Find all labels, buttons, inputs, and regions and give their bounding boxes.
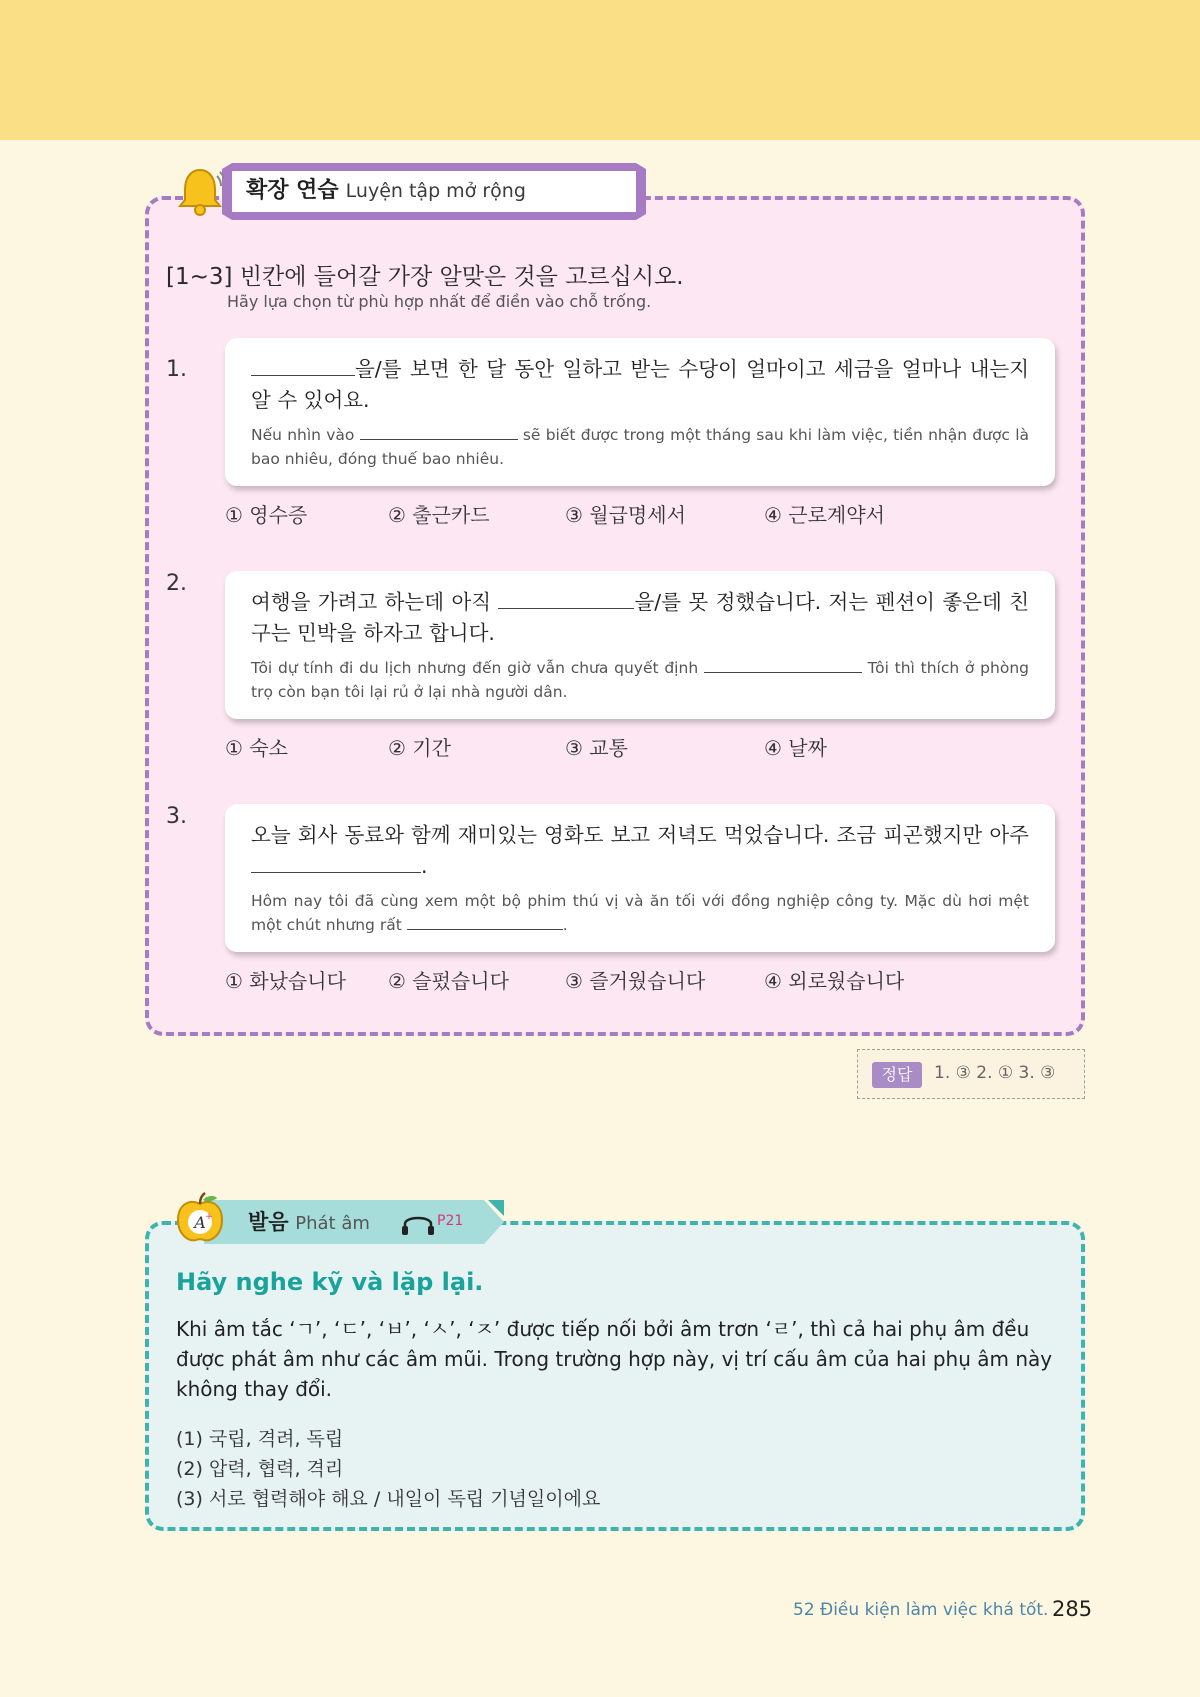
answer-blank [407,914,563,930]
question-card [225,338,1055,486]
answer-key-box [857,1049,1085,1099]
option[interactable]: ③ 월급명세서 [565,503,686,527]
answer-blank [360,424,518,440]
option[interactable]: ② 출근카드 [388,503,490,527]
option[interactable]: ② 슬펐습니다 [388,969,509,993]
answer-blank [704,657,862,673]
question-text-ko: 오늘 회사 동료와 함께 재미있는 영화도 보고 저녁도 먹었습니다. 조금 피곤했지만 아주 . [251,823,1029,878]
question-text-vi: Hôm nay tôi đã cùng xem một bộ phim thú vị và ăn tối với đồng nghiệp công ty. Mặc dù hơi mệt một chút nhưng rất . [251,892,1029,934]
svg-text:A: A [194,1213,206,1232]
option-list [225,499,1055,529]
question-text-vi: Nếu nhìn vào sẽ biết được trong một tháng sau khi làm việc, tiền nhận được là bao nhiêu, đóng thuế bao nhiêu. [251,426,1029,468]
question-card [225,571,1055,719]
headphone-icon[interactable] [401,1210,435,1236]
pronunciation-example: (3) 서로 협력해야 해요 / 내일이 독립 기념일이에요 [176,1488,601,1510]
answer-blank [251,853,421,873]
answer-blank [251,356,355,376]
answer-text: 1. ③ 2. ① 3. ③ [934,1063,1056,1083]
option[interactable]: ④ 근로계약서 [764,503,885,527]
option-list [225,732,1055,762]
instruction-ko: [1~3] 빈칸에 들어갈 가장 알맞은 것을 고르십시오. [166,264,684,290]
option[interactable]: ④ 외로웠습니다 [764,969,905,993]
question-number: 3. [166,804,187,829]
pronunciation-heading: Hãy nghe kỹ và lặp lại. [176,1268,484,1296]
section-title [246,174,526,208]
bell-icon [176,166,224,218]
pronunciation-title-ko: 발음 [248,1210,289,1234]
option[interactable]: ④ 날짜 [764,736,827,760]
pronunciation-title-vi: Phát âm [295,1213,370,1234]
question-card [225,804,1055,952]
question-text-vi: Tôi dự tính đi du lịch nhưng đến giờ vẫn chưa quyết định Tôi thì thích ở phòng trọ còn bạn tôi lại rủ ở lại nhà người dân. [251,659,1029,701]
option[interactable]: ① 영수증 [225,503,308,527]
svg-text:+: + [205,1212,213,1222]
option-list [225,965,1055,995]
question-number: 1. [166,357,187,382]
instruction-vi: Hãy lựa chọn từ phù hợp nhất để điền vào chỗ trống. [227,292,652,311]
page-number: 285 [1052,1597,1093,1621]
pronunciation-example: (1) 국립, 격려, 독립 [176,1428,344,1450]
option[interactable]: ③ 교통 [565,736,628,760]
answer-blank [498,589,634,609]
pronunciation-title [248,1207,370,1239]
pronunciation-description: Khi âm tắc ‘ㄱ’, ‘ㄷ’, ‘ㅂ’, ‘ㅅ’, ‘ㅈ’ được tiếp nối bởi âm trơn ‘ㄹ’, thì cả hai phụ âm đều được phát âm như các âm mũi. Trong trường hợp này, vị trí cấu âm của hai phụ âm này không thay đổi. [176,1317,1053,1401]
question-number: 2. [166,571,187,596]
apple-icon [174,1192,226,1244]
header-band [0,0,1200,140]
option[interactable]: ① 숙소 [225,736,288,760]
pronunciation-example: (2) 압력, 협력, 격리 [176,1458,344,1480]
section-title-vi: Luyện tập mở rộng [345,180,526,202]
question-text-ko: 여행을 가려고 하는데 아직 을/를 못 정했습니다. 저는 펜션이 좋은데 친구는 민박을 하자고 합니다. [251,590,1029,645]
option[interactable]: ③ 즐거웠습니다 [565,969,706,993]
option[interactable]: ② 기간 [388,736,451,760]
chapter-title: 52 Điều kiện làm việc khá tốt. [793,1600,1049,1620]
answer-label: 정답 [872,1062,922,1088]
audio-track-ref[interactable]: P21 [437,1213,464,1229]
section-title-ko: 확장 연습 [246,178,339,203]
option[interactable]: ① 화났습니다 [225,969,346,993]
question-text-ko: 을/를 보면 한 달 동안 일하고 받는 수당이 얼마이고 세금을 얼마나 내는지 알 수 있어요. [251,357,1029,412]
